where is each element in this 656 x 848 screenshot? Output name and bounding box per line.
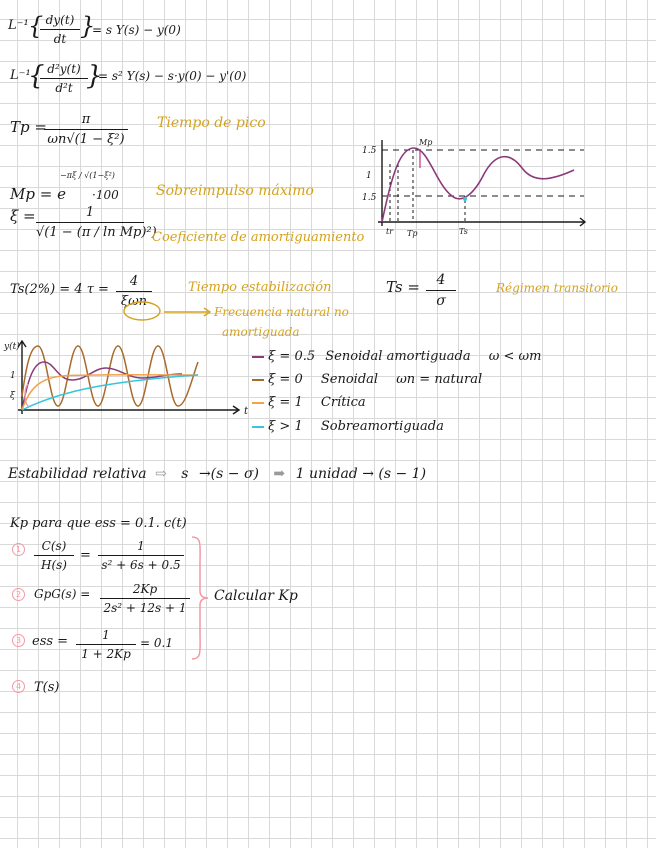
damping-label: Coeficiente de amortiguamiento (152, 230, 365, 245)
annotation-arrow (164, 307, 214, 317)
derivative-fraction (40, 13, 80, 46)
legend-text: Sobreamortiguada (320, 419, 444, 434)
step-number: 4 (12, 680, 25, 693)
fraction-numerator: d²y(t) (47, 62, 81, 76)
fraction-denominator: s² + 6s + 0.5 (101, 558, 181, 572)
overshoot-lhs: Mp = e (10, 185, 66, 203)
fraction-numerator: 1 (102, 628, 110, 642)
fraction-numerator: 4 (129, 274, 139, 289)
kp-problem-title: Kp para que ess = 0.1. c(t) (10, 516, 187, 531)
legend-marker: ξ > 1 (268, 419, 303, 434)
laplace-inverse-symbol-2: L⁻¹ (10, 68, 31, 83)
right-brace-2: } (86, 61, 103, 91)
ts-fraction (426, 272, 456, 309)
fraction-numerator: 1 (137, 539, 145, 553)
step-1-marker (12, 541, 25, 557)
fraction-denominator: dt (53, 32, 67, 46)
step-3-tail: = 0.1 (140, 636, 173, 650)
legend-text: Crítica (320, 395, 366, 410)
step-4-lhs: T(s) (34, 680, 60, 695)
xi-label: ξ (10, 391, 15, 401)
legend-item-undamped (252, 373, 482, 386)
damping-comparison-chart (2, 338, 252, 420)
laplace-result: = s Y(s) − y(0) (92, 23, 181, 37)
outline-arrow-icon: ⇨ (155, 466, 167, 482)
legend-text: Senoidal (320, 372, 379, 387)
step-1-lhs-fraction (34, 539, 74, 572)
fraction-denominator: d²t (55, 81, 73, 95)
legend-swatch (252, 426, 264, 428)
step-2-rhs-fraction (100, 582, 190, 615)
ts-lhs: Ts = (386, 278, 420, 296)
step-number: 3 (12, 634, 25, 647)
settling-label: Tiempo estabilización (188, 280, 332, 295)
natural-frequency-annotation: Frecuencia natural no (214, 305, 349, 319)
right-brace: } (80, 12, 96, 40)
stability-label: Estabilidad relativa (8, 466, 147, 482)
grouping-brace (190, 535, 210, 661)
filled-arrow-icon: ➡ (273, 466, 286, 482)
peak-time-lhs: Tp = (10, 118, 47, 136)
label-tp: Tp (407, 229, 418, 238)
legend-swatch (252, 356, 264, 358)
fraction-numerator: 1 (85, 205, 95, 220)
overshoot-exponent: −πξ / √(1−ξ²) (60, 171, 115, 180)
fraction-denominator: √(1 − (π / ln Mp)²) (36, 225, 157, 240)
step-4-marker (12, 678, 25, 694)
fraction-denominator: H(s) (41, 558, 67, 572)
label-tr: tr (386, 227, 394, 236)
step-number: 1 (12, 543, 25, 556)
step-number: 2 (12, 588, 25, 601)
unit-shift-expression: 1 unidad → (s − 1) (295, 466, 427, 482)
left-brace-2: { (28, 61, 45, 91)
legend-item-overdamped (252, 420, 444, 433)
s-symbol: s (181, 466, 189, 482)
fraction-numerator: 4 (436, 272, 446, 288)
undamped-curve (22, 346, 198, 406)
legend-extra: ω < ωm (488, 349, 542, 364)
legend-marker: ξ = 0 (268, 372, 303, 387)
overshoot-factor: ·100 (92, 188, 119, 202)
fraction-denominator: σ (436, 293, 446, 309)
damping-lhs: ξ = (10, 207, 36, 225)
natural-frequency-annotation-2: amortiguada (222, 325, 300, 339)
y-axis-label: y(t) (4, 342, 20, 352)
step-2-lhs: GpG(s) = (34, 587, 91, 601)
legend-marker: ξ = 0.5 (268, 349, 316, 364)
step-2-marker (12, 586, 25, 602)
fraction-denominator: ωn√(1 − ξ²) (47, 132, 125, 147)
legend-item-underdamped (252, 350, 541, 363)
transient-regime-label: Régimen transitorio (496, 281, 618, 295)
fraction-numerator: 2Kp (132, 582, 158, 596)
step-3-lhs: ess = (32, 634, 69, 649)
brace-label: Calcular Kp (214, 588, 298, 604)
legend-swatch (252, 402, 264, 404)
laplace-inverse-symbol: L⁻¹ (8, 18, 29, 33)
step-response-curve (382, 148, 574, 222)
label-mp: Mp (419, 138, 433, 147)
peak-time-fraction (44, 112, 128, 147)
settling-lhs: Ts(2%) = 4 τ = (10, 282, 109, 297)
legend-extra: ωn = natural (396, 372, 483, 387)
step-1-rhs-fraction (98, 539, 184, 572)
label-1: 1 (366, 171, 372, 181)
peak-time-label: Tiempo de pico (157, 115, 266, 131)
overshoot-label: Sobreimpulso máximo (156, 183, 314, 199)
legend-item-critical (252, 396, 366, 409)
second-derivative-fraction (40, 62, 88, 95)
fraction-denominator: 1 + 2Kp (81, 647, 131, 661)
settling-point (463, 197, 467, 201)
one-label: 1 (10, 371, 16, 381)
left-brace: { (28, 12, 44, 40)
step-1-equals: = (80, 548, 91, 563)
shift-expression: →(s − σ) (198, 466, 259, 482)
step-response-chart (362, 134, 592, 244)
fraction-numerator: C(s) (41, 539, 67, 553)
fraction-denominator: 2s² + 12s + 1 (103, 601, 187, 615)
fraction-denominator: ξωn (120, 294, 148, 309)
laplace-result-2: = s² Y(s) − s·y(0) − y'(0) (98, 69, 247, 83)
legend-text: Senoidal amortiguada (325, 349, 471, 364)
fraction-numerator: dy(t) (45, 13, 75, 27)
wm-circle-highlight (122, 300, 162, 322)
t-label: t (244, 406, 249, 417)
label-ts: Ts (459, 227, 468, 236)
damping-fraction (36, 205, 157, 240)
stability-row (8, 467, 426, 481)
label-1-5-low: 1.5 (362, 193, 377, 203)
fraction-numerator: π (81, 112, 91, 127)
step-3-marker (12, 632, 25, 648)
step-3-rhs-fraction (76, 628, 136, 661)
legend-swatch (252, 379, 264, 381)
legend-marker: ξ = 1 (268, 395, 303, 410)
label-1-5-high: 1.5 (362, 146, 377, 156)
